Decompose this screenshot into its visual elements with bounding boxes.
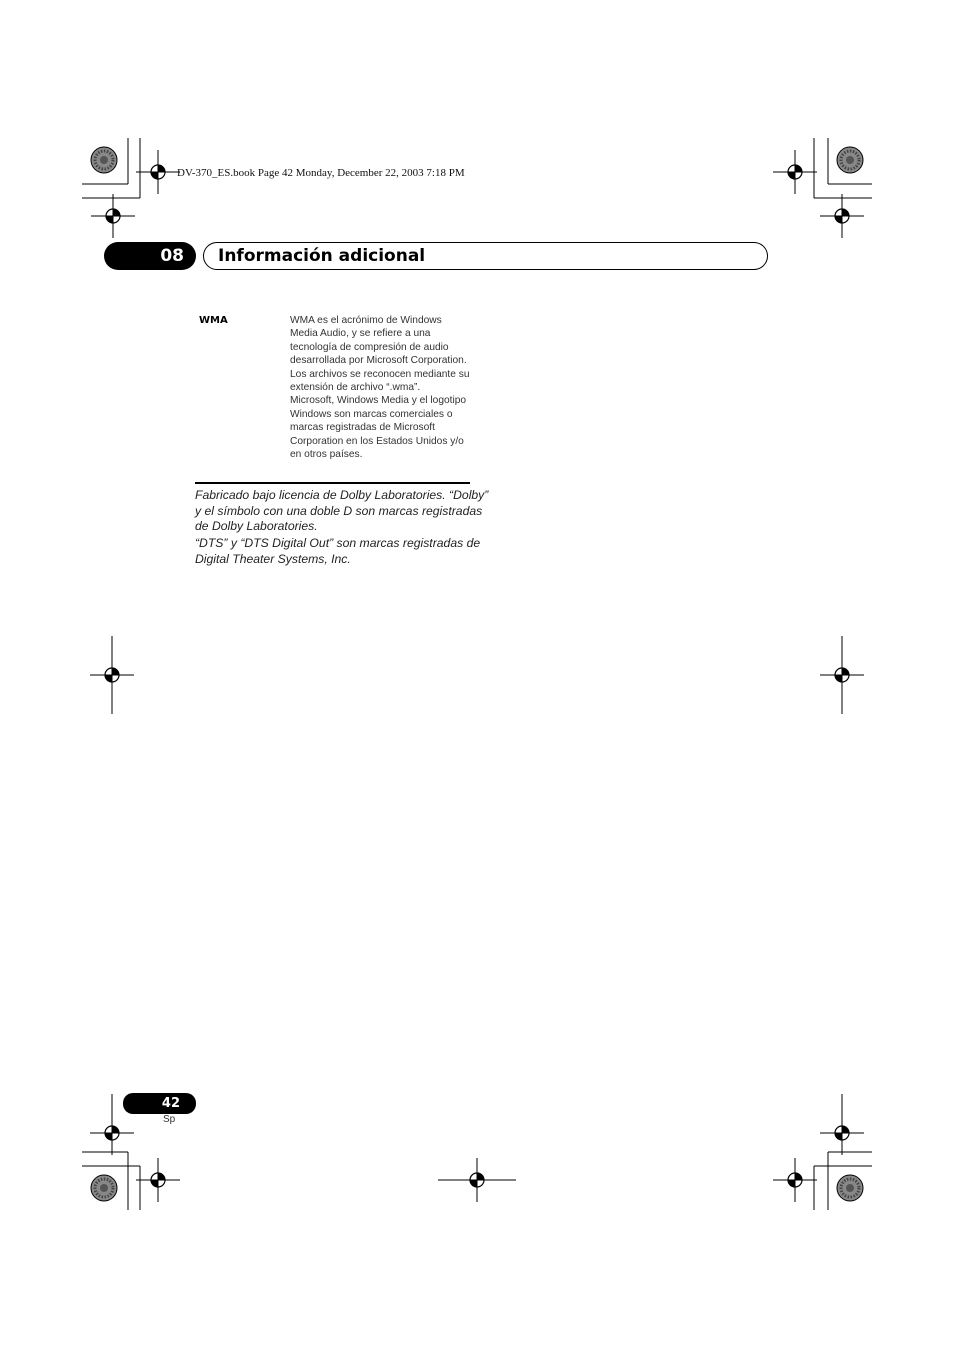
page-number: 42 [161,1096,180,1111]
file-info-header: DV-370_ES.book Page 42 Monday, December 22, 2003 7:18 PM [177,167,465,179]
chapter-title: Información adicional [218,246,426,266]
table-bottom-rule [195,482,470,484]
registration-mark-icon [820,194,864,238]
registration-mark-icon [773,1158,817,1202]
definition-paragraph: Microsoft, Windows Media y el logotipo Windows son marcas comerciales o marcas registradas de Microsoft Corporation en los Estados Unidos y/o en otros países. [290,395,467,461]
chapter-number: 08 [160,246,184,266]
registration-mark-icon [136,150,180,194]
star-target-icon [837,147,863,173]
glossary-definition [290,314,470,461]
chapter-title-bar [203,242,768,270]
registration-mark-icon [773,150,817,194]
registration-mark-icon [136,1158,180,1202]
trademark-note-text: Fabricado bajo licencia de Dolby Laboratories. “Dolby” y el símbolo con una doble D son marcas registradas de Dolby Laboratories. [195,488,489,534]
trademark-note [195,488,495,535]
trademark-note-text: “DTS” y “DTS Digital Out” son marcas registradas de Digital Theater Systems, Inc. [195,536,481,566]
chapter-number-badge [104,242,196,270]
glossary-term: WMA [199,315,228,326]
page-language: Sp [163,1114,176,1125]
trademark-note [195,536,495,567]
star-target-icon [91,147,117,173]
star-target-icon [91,1175,117,1201]
page-number-badge [123,1093,196,1114]
definition-paragraph: WMA es el acrónimo de Windows Media Audio, y se refiere a una tecnología de compresión de audio desarrollada por Microsoft Corporation. Los archivos se reconocen mediante su extensión de archivo “.wma”. [290,315,470,394]
registration-mark-icon [91,194,135,238]
star-target-icon [837,1175,863,1201]
